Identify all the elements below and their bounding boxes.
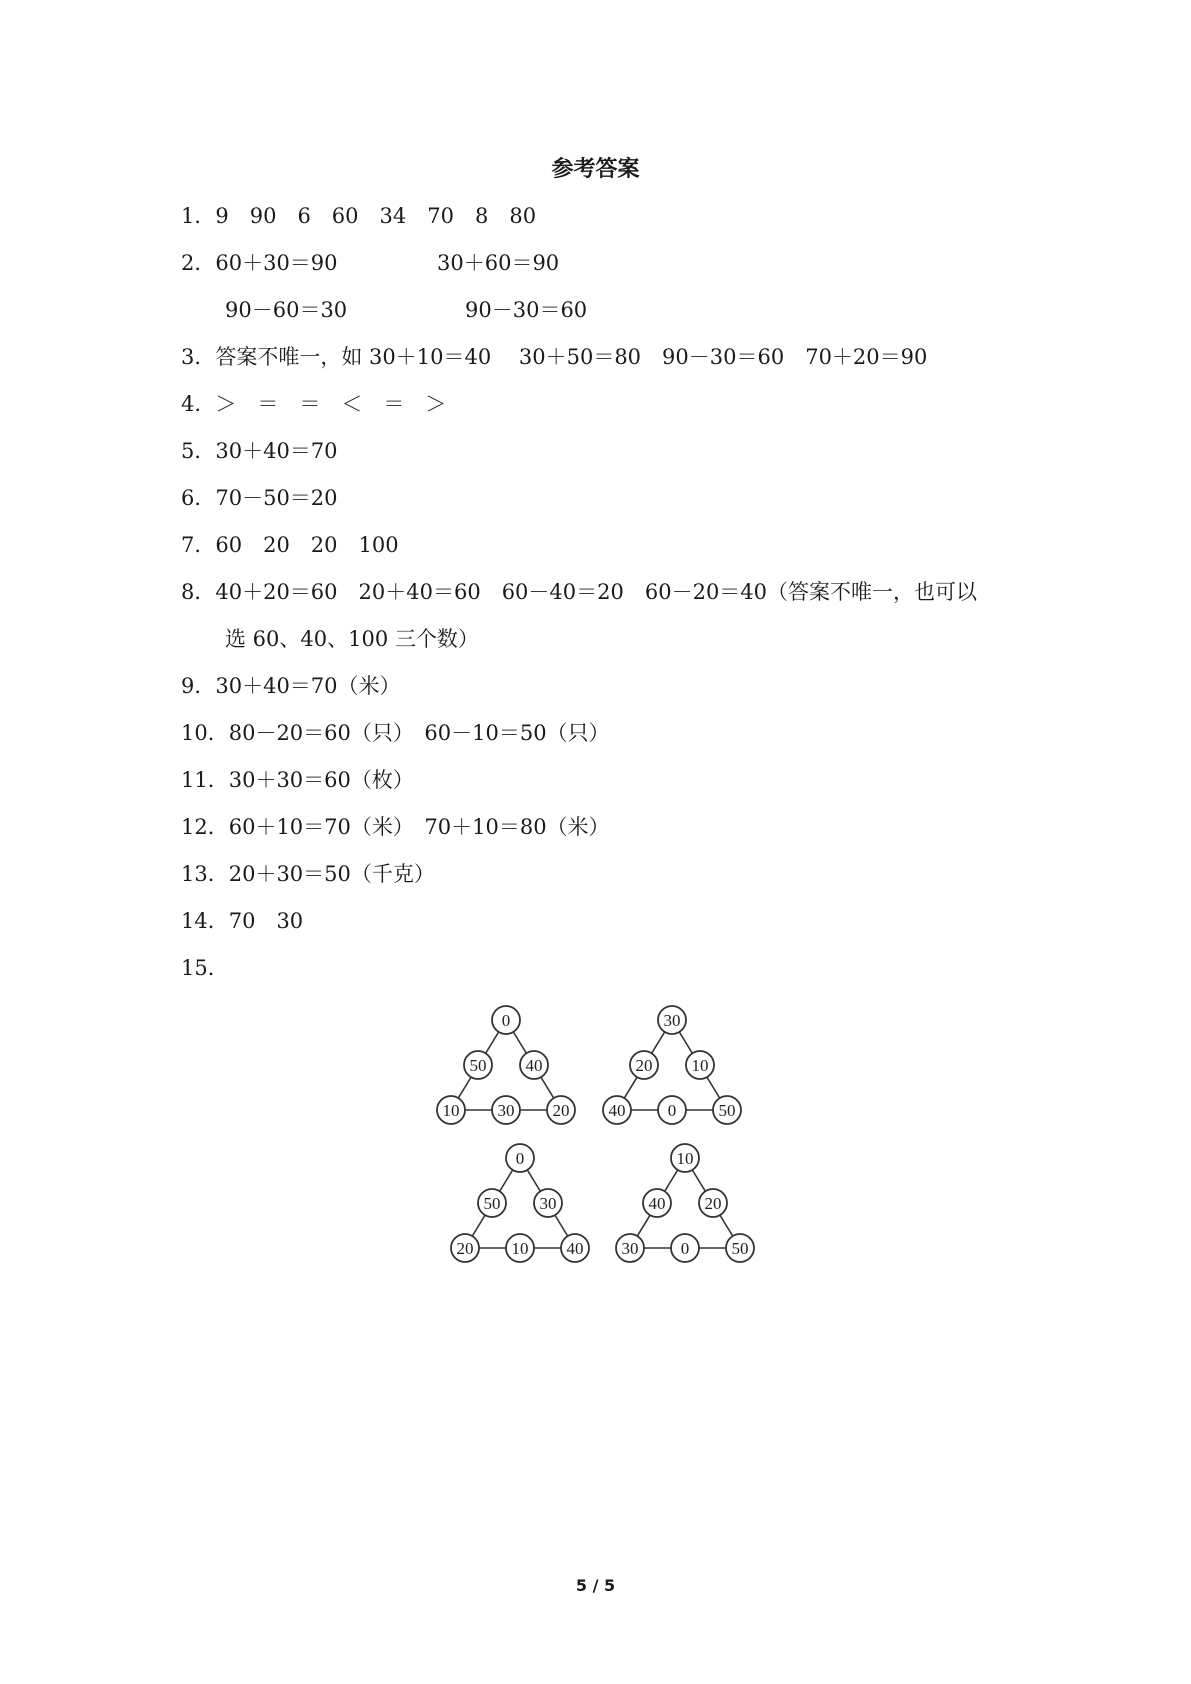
- node-bottom-left: [603, 1096, 631, 1124]
- triangle-diagram-4: [615, 1140, 765, 1272]
- answer-3: 3．答案不唯一，如 30＋10＝40 30＋50＝80 90－30＝60 70＋20＝90: [181, 345, 928, 369]
- node-bottom-right: [547, 1096, 575, 1124]
- node-bottom-right: [561, 1234, 589, 1262]
- node-bottom-right: [726, 1234, 754, 1262]
- answer-8: 8．40＋20＝60 20＋40＝60 60－40＝20 60－20＝40（答案不唯一，也可以: [181, 580, 978, 604]
- answer-14: 14．70 30: [181, 909, 304, 933]
- svg-text:0: 0: [680, 1239, 690, 1258]
- triangle-diagram-3: [450, 1140, 600, 1272]
- triangle-svg: [602, 1002, 752, 1130]
- triangle-svg: [436, 1002, 586, 1130]
- svg-text:10: 10: [676, 1149, 694, 1168]
- svg-text:20: 20: [704, 1194, 722, 1213]
- svg-text:40: 40: [608, 1101, 626, 1120]
- triangle-svg: [615, 1140, 765, 1268]
- answer-9: 9．30＋40＝70（米）: [181, 674, 401, 698]
- svg-text:10: 10: [511, 1239, 529, 1258]
- svg-text:0: 0: [515, 1149, 525, 1168]
- node-left-mid: [478, 1189, 506, 1217]
- node-bottom-mid: [492, 1096, 520, 1124]
- answer-15: 15．: [181, 956, 229, 980]
- answer-5: 5．30＋40＝70: [181, 439, 338, 463]
- answer-6: 6．70－50＝20: [181, 486, 338, 510]
- svg-text:50: 50: [718, 1101, 736, 1120]
- node-top: [671, 1144, 699, 1172]
- answer-2-eq-1: 2．60＋30＝90: [181, 251, 338, 275]
- node-left-mid: [464, 1051, 492, 1079]
- answer-10: 10．80－20＝60（只） 60－10＝50（只）: [181, 721, 610, 745]
- svg-text:40: 40: [566, 1239, 584, 1258]
- page-number: 5 / 5: [575, 1576, 616, 1595]
- svg-text:30: 30: [663, 1011, 681, 1030]
- node-right-mid: [520, 1051, 548, 1079]
- svg-text:50: 50: [469, 1056, 487, 1075]
- triangle-diagram-1: [436, 1002, 586, 1134]
- node-bottom-right: [713, 1096, 741, 1124]
- node-right-mid: [534, 1189, 562, 1217]
- svg-text:50: 50: [483, 1194, 501, 1213]
- node-left-mid: [643, 1189, 671, 1217]
- page-title: 参考答案: [551, 157, 640, 182]
- answer-2-eq-3: 90－60＝30: [225, 298, 348, 322]
- node-top: [506, 1144, 534, 1172]
- answer-12: 12．60＋10＝70（米） 70＋10＝80（米）: [181, 815, 610, 839]
- svg-text:20: 20: [635, 1056, 653, 1075]
- answer-13: 13．20＋30＝50（千克）: [181, 862, 435, 886]
- triangle-svg: [450, 1140, 600, 1268]
- answer-4: 4．＞ ＝ ＝ ＜ ＝ ＞: [181, 392, 447, 416]
- svg-text:10: 10: [442, 1101, 460, 1120]
- node-bottom-mid: [658, 1096, 686, 1124]
- node-bottom-left: [451, 1234, 479, 1262]
- svg-text:20: 20: [552, 1101, 570, 1120]
- triangle-diagram-2: [602, 1002, 752, 1134]
- answer-11: 11．30＋30＝60（枚）: [181, 768, 414, 792]
- answer-7: 7．60 20 20 100: [181, 533, 399, 557]
- svg-text:30: 30: [497, 1101, 515, 1120]
- svg-text:0: 0: [667, 1101, 677, 1120]
- svg-text:30: 30: [539, 1194, 557, 1213]
- node-bottom-left: [616, 1234, 644, 1262]
- answer-2-eq-4: 90－30＝60: [465, 298, 588, 322]
- node-top: [492, 1006, 520, 1034]
- answer-8-continued: 选 60、40、100 三个数）: [225, 627, 479, 651]
- svg-text:40: 40: [648, 1194, 666, 1213]
- svg-text:20: 20: [456, 1239, 474, 1258]
- answer-2-eq-2: 30＋60＝90: [437, 251, 560, 275]
- svg-text:40: 40: [525, 1056, 543, 1075]
- node-right-mid: [699, 1189, 727, 1217]
- node-bottom-left: [437, 1096, 465, 1124]
- node-bottom-mid: [671, 1234, 699, 1262]
- node-top: [658, 1006, 686, 1034]
- svg-text:30: 30: [621, 1239, 639, 1258]
- answer-1: 1．9 90 6 60 34 70 8 80: [181, 204, 537, 228]
- svg-text:10: 10: [691, 1056, 709, 1075]
- svg-text:50: 50: [731, 1239, 749, 1258]
- node-right-mid: [686, 1051, 714, 1079]
- svg-text:0: 0: [501, 1011, 511, 1030]
- node-bottom-mid: [506, 1234, 534, 1262]
- node-left-mid: [630, 1051, 658, 1079]
